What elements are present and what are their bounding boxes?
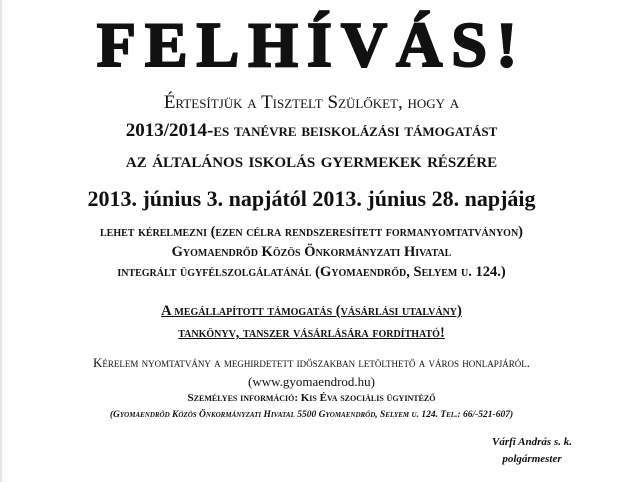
- signature-role: polgármester: [502, 453, 562, 465]
- target-group-line: az általános iskolás gyermekek részére: [125, 147, 498, 172]
- notice-line-1: A megállapított támogatás (vásárlási utalvány): [161, 303, 462, 319]
- office-address-line: integrált ügyfélszolgálatánál (Gyomaendrőd, Selyem u. 124.): [117, 264, 506, 280]
- contact-address: (Gyomaendrőd Közös Önkormányzati Hivatal 5500 Gyomaendrőd, Selyem u. 124. Tel.: 66/-521-607): [109, 410, 514, 420]
- signature-name: Várfi András s. k.: [492, 436, 572, 448]
- website-link[interactable]: (www.gyomaendrod.hu): [248, 374, 375, 389]
- application-line: lehet kérelmezni (ezen célra rendszeresített formanyomtatványon): [99, 224, 524, 240]
- intro-line: Értesítjük a Tisztelt Szülőket, hogy a: [163, 92, 460, 113]
- date-range: 2013. június 3. napjától 2013. június 28. napjáig: [87, 186, 536, 211]
- contact-info: Személyes információ: Kis Éva szociális ügyintéző: [187, 392, 436, 404]
- support-line: 2013/2014-es tanévre beiskolázási támogatást: [125, 120, 498, 141]
- notice-line-2: tankönyv, tanszer vásárlására fordítható!: [178, 325, 445, 341]
- document-title: FELHÍVÁS!: [96, 9, 527, 80]
- office-line: Gyomaendrőd Közös Önkormányzati Hivatal: [171, 244, 452, 260]
- download-line: Kérelem nyomtatvány a meghirdetett időszakban letölthető a város honlapjáról.: [92, 355, 531, 370]
